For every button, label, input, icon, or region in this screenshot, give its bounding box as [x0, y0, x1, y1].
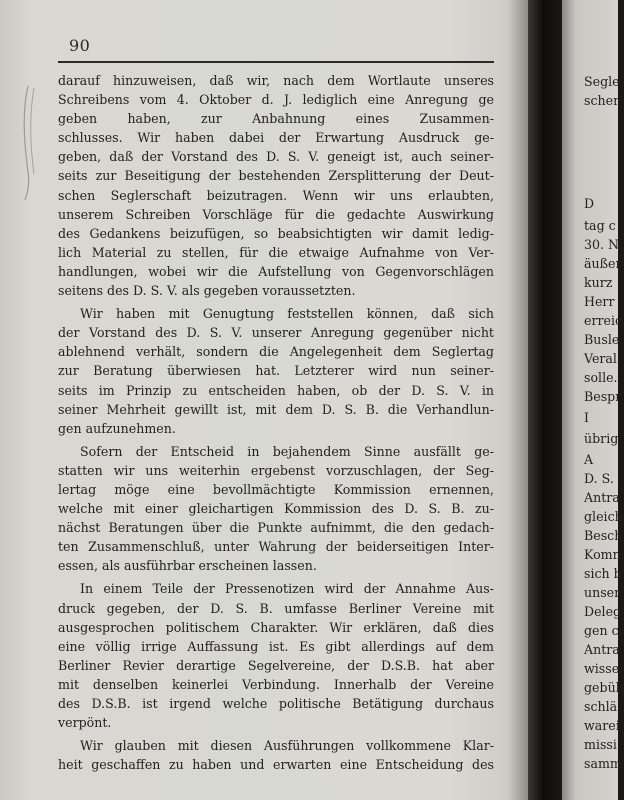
facing-page-fragment: scher	[584, 93, 620, 108]
facing-page-fragment: Antra	[584, 642, 620, 657]
facing-page	[562, 0, 624, 800]
header-rule	[58, 61, 494, 63]
text-line: lich Material zu stellen, für die etwaige Aufnahme von Ver-	[58, 244, 494, 260]
text-line: Schreibens vom 4. Oktober d. J. lediglich eine Anregung ge	[58, 92, 494, 108]
facing-page-fragment: Busle	[584, 332, 620, 347]
text-line: ten Zusammenschluß, unter Wahrung der beiderseitigen Inter-	[58, 539, 494, 555]
facing-page-fragment: Besch	[584, 528, 623, 543]
text-line: Wir haben mit Genugtung feststellen können, daß sich	[80, 306, 494, 322]
facing-page-fragment: unser	[584, 585, 621, 600]
text-line: geben haben, zur Anbahnung eines Zusammen-	[58, 111, 494, 127]
text-line: Berliner Revier derartige Segelvereine, der D.S.B. hat aber	[58, 657, 494, 673]
text-line: nächst Beratungen über die Punkte aufnimmt, die den gedach-	[58, 520, 494, 536]
text-line: seitens des D. S. V. als gegeben voraussetzten.	[58, 283, 356, 299]
text-line: gen aufzunehmen.	[58, 420, 176, 436]
text-line: zur Beratung überwiesen hat. Letzterer wird nun seiner-	[58, 363, 494, 379]
text-line: Sofern der Entscheid in bejahendem Sinne ausfällt ge-	[80, 443, 494, 459]
text-line: statten wir uns weiterhin ergebenst vorzuschlagen, der Seg-	[58, 462, 494, 478]
facing-page-fragment: Herr	[584, 294, 615, 309]
body-text	[58, 71, 494, 774]
facing-page-fragment: I	[584, 410, 589, 425]
text-line: essen, als ausführbar erscheinen lassen.	[58, 558, 317, 574]
text-line: des Gedankens beizufügen, so beabsichtigten wir damit ledig-	[58, 225, 494, 241]
facing-page-fragment: gen c	[584, 623, 619, 638]
text-line: Wir glauben mit diesen Ausführungen vollkommene Klar-	[80, 738, 494, 754]
text-line: In einem Teile der Pressenotizen wird der Annahme Aus-	[80, 581, 494, 597]
facing-page-fragment: gleich	[584, 509, 623, 524]
facing-page-fragment: sich b	[584, 566, 622, 581]
text-line: heit geschaffen zu haben und erwarten eine Entscheidung des	[58, 757, 494, 773]
pencil-margin-mark	[18, 82, 44, 202]
facing-page-fragment: solle.	[584, 370, 618, 385]
text-line: druck gegeben, der D. S. B. umfasse Berliner Vereine mit	[58, 600, 494, 616]
facing-page-fragment: D. S.	[584, 471, 614, 486]
facing-page-fragment: Segle	[584, 74, 620, 89]
facing-page-fragment: erreic	[584, 313, 623, 328]
facing-page-fragment: übrig	[584, 431, 619, 446]
book-gutter	[528, 0, 562, 800]
facing-page-fragment: tag c	[584, 218, 616, 233]
text-line: seiner Mehrheit gewillt ist, mit dem D. S. B. die Verhandlun-	[58, 401, 494, 417]
facing-page-fragment: warei	[584, 718, 620, 733]
facing-page-fragment: äußer	[584, 256, 622, 271]
facing-page-fragment: gebüh	[584, 680, 624, 695]
facing-page-fragment: kurz	[584, 275, 613, 290]
text-line: darauf hinzuweisen, daß wir, nach dem Wortlaute unseres	[58, 73, 494, 88]
text-line: unserem Schreiben Vorschläge für die gedachte Auswirkung	[58, 206, 494, 222]
facing-page-fragment: Veral	[584, 351, 617, 366]
text-line: handlungen, wobei wir die Aufstellung von Gegenvorschlägen	[58, 263, 494, 279]
facing-page-fragment: missi	[584, 737, 617, 752]
text-line: lertag möge eine bevollmächtigte Kommission ernennen,	[58, 481, 494, 497]
text-line: mit denselben keinerlei Verbindung. Innerhalb der Vereine	[58, 676, 494, 692]
text-line: seits zur Beseitigung der bestehenden Zersplitterung der Deut-	[58, 168, 494, 184]
facing-page-fragment: wisse	[584, 661, 620, 676]
facing-page-fragment: A	[584, 452, 594, 467]
text-line: des D.S.B. ist irgend welche politische Betätigung durchaus	[58, 696, 494, 711]
text-line: der Vorstand des D. S. V. unserer Anregung gegenüber nicht	[58, 325, 494, 341]
facing-page-fragment: Antra	[584, 490, 620, 505]
facing-page-fragment: samm	[584, 756, 622, 771]
facing-page-fragment: Deleg	[584, 604, 622, 619]
text-line: seits im Prinzip zu entscheiden haben, ob der D. S. V. in	[58, 382, 494, 398]
text-line: ausgesprochen politischem Charakter. Wir erklären, daß dies	[58, 619, 494, 635]
page-number: 90	[69, 36, 91, 55]
facing-page-fragment: Komn	[584, 547, 621, 562]
facing-page-fragment: schlä	[584, 699, 618, 714]
text-line: schlusses. Wir haben dabei der Erwartung Ausdruck ge-	[58, 130, 494, 146]
text-line: ablehnend verhält, sondern die Angelegenheit dem Seglertag	[58, 344, 494, 360]
facing-page-fragment: Bespr	[584, 389, 622, 404]
facing-page-fragment: 30. N	[584, 237, 620, 252]
text-line: eine völlig irrige Auffassung ist. Es gibt allerdings auf dem	[58, 638, 494, 654]
text-line: geben, daß der Vorstand des D. S. V. geneigt ist, auch seiner-	[58, 149, 494, 165]
text-line: verpönt.	[58, 715, 112, 731]
facing-page-fragment: D	[584, 196, 595, 211]
text-line: welche mit einer gleichartigen Kommission des D. S. B. zu-	[58, 501, 494, 517]
text-line: schen Seglerschaft beizutragen. Wenn wir uns erlaubten,	[58, 187, 494, 203]
